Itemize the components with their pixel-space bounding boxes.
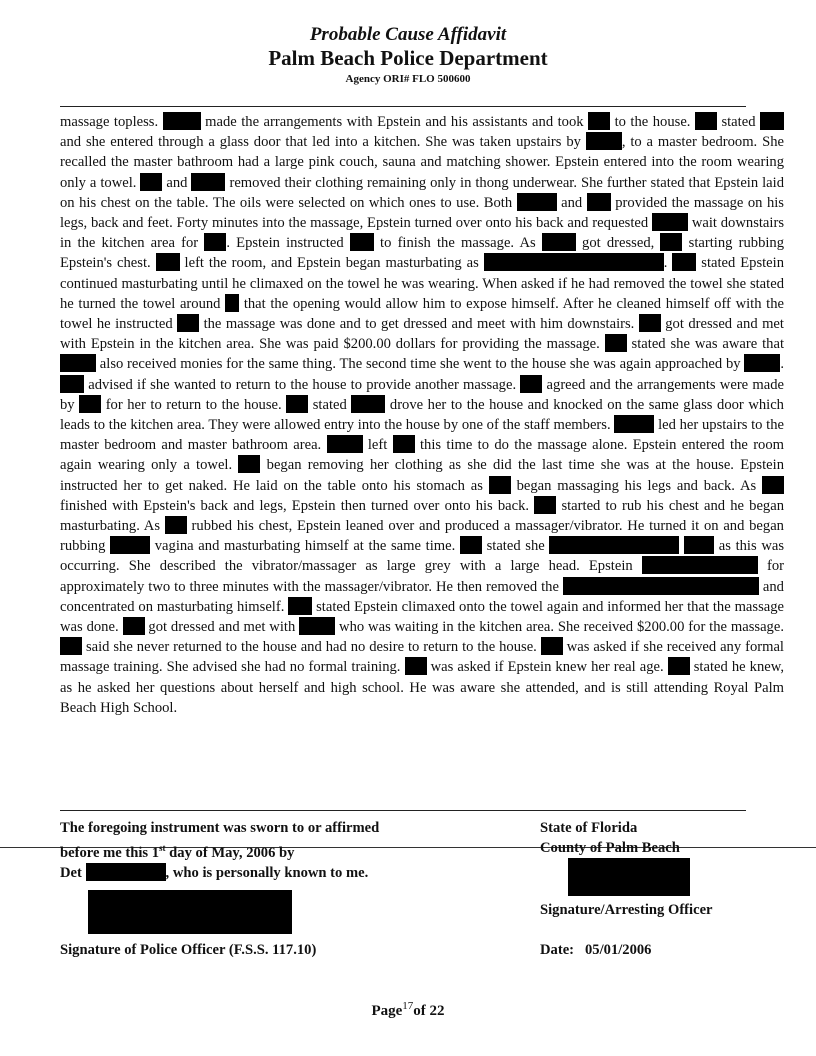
date-line: Date: 05/01/2006: [540, 942, 652, 958]
redaction: [299, 617, 335, 635]
redaction: [587, 193, 611, 211]
redaction: [568, 858, 690, 896]
redaction: [642, 556, 758, 574]
redaction: [489, 476, 511, 494]
department-name: Palm Beach Police Department: [268, 46, 548, 70]
arresting-officer-label: Signature/Arresting Officer: [540, 902, 713, 918]
page-footer: Page$^{17}$of 22: [371, 1000, 445, 1019]
redaction: [586, 132, 622, 150]
redaction: [156, 253, 180, 271]
redaction: [204, 233, 226, 251]
redaction: [60, 375, 84, 393]
redaction: [460, 536, 482, 554]
redaction: [350, 233, 374, 251]
redaction: [165, 516, 187, 534]
detective-line: Det , who is personally known to me.: [60, 864, 369, 881]
redaction: [695, 112, 717, 130]
jurisdiction-block: [540, 818, 770, 858]
redaction: [225, 294, 239, 312]
sworn-line-2: before me this 1st day of May, 2006 by: [60, 843, 295, 861]
redaction: [760, 112, 784, 130]
redaction: [517, 193, 557, 211]
redaction: [668, 657, 690, 675]
header-rule: [60, 106, 746, 107]
redaction: [351, 395, 385, 413]
sworn-statement-block: [60, 818, 480, 883]
redaction: [88, 890, 292, 934]
signature-rule: [60, 810, 746, 811]
redaction: [163, 112, 201, 130]
redaction: [60, 354, 96, 372]
redaction: [652, 213, 688, 231]
police-officer-signature-label: Signature of Police Officer (F.S.S. 117.10): [60, 942, 317, 958]
redaction: [614, 415, 654, 433]
redaction: [660, 233, 682, 251]
redaction: [542, 233, 576, 251]
redaction: [588, 112, 610, 130]
county-label: County of Palm Beach: [540, 840, 680, 856]
redaction: [79, 395, 101, 413]
redaction: [541, 637, 563, 655]
redaction: [605, 334, 627, 352]
redaction: [534, 496, 556, 514]
redaction: [549, 536, 679, 554]
redaction: [744, 354, 780, 372]
redaction: [238, 455, 260, 473]
redaction: [520, 375, 542, 393]
redaction: [177, 314, 199, 332]
redaction: [327, 435, 363, 453]
redaction: [140, 173, 162, 191]
redaction: [110, 536, 150, 554]
redaction: [191, 173, 225, 191]
redaction: [86, 863, 166, 881]
redaction: [563, 577, 759, 595]
redaction: [672, 253, 696, 271]
redaction: [684, 536, 714, 554]
redaction: [393, 435, 415, 453]
redaction: [288, 597, 312, 615]
redaction: [60, 637, 82, 655]
redaction: [123, 617, 145, 635]
sworn-line-1: The foregoing instrument was sworn to or affirmed: [60, 820, 380, 836]
redaction: [762, 476, 784, 494]
redaction: [286, 395, 308, 413]
redaction: [484, 253, 664, 271]
redaction: [639, 314, 661, 332]
document-type: Probable Cause Affidavit: [309, 24, 507, 45]
agency-ori: Agency ORI# FLO 500600: [345, 73, 471, 85]
affidavit-narrative: massage topless. made the arrangements with Epstein and his assistants and took to the house. stated and she entered through a glass door that led into a kitchen. She was taken upstairs by , to a master bedroom. She recalled the master bathroom had a large pink couch, sauna and matching shower. Epstein entered into the room wearing only a towel. and removed their clothing remaining only in thong underwear. She further stated that Epstein laid on his chest on the table. The oils were selected on which ones to use. Both and provided the massage on his legs, back and feet. Forty minutes into the massage, Epstein turned over onto his back and requested wait downstairs in the kitchen area for . Epstein instructed to finish the massage. As got dressed, starting rubbing Epstein's chest. left the room, and Epstein began masturbating as . stated Epstein continued masturbating until he climaxed on the towel he was wearing. When asked if he had removed the towel she stated he turned the towel around that the opening would allow him to expose himself. After he cleaned himself off with the towel he instructed the massage was done and to get dressed and meet with him downstairs. got dressed and met with Epstein in the kitchen area. She was paid $200.00 dollars for providing the massage. stated she was aware that also received monies for the same thing. The second time she went to the house she was again approached by . advised if she wanted to return to the house to provide another massage. agreed and the arrangements were made by for her to return to the house. stated drove her to the house and knocked on the same glass door which leads to the kitchen area. They were allowed entry into the house by one of the staff members. led her upstairs to the master bedroom and master bathroom area. left this time to do the massage alone. Epstein entered the room again wearing only a towel. began removing her clothing as she did the last time she was at the house. Epstein instructed her to get naked. He laid on the table onto his stomach as began massaging his legs and back. As finished with Epstein's back and legs, Epstein then turned over onto his back. started to rub his chest and he began masturbating. As rubbed his chest, Epstein leaned over and produced a massager/vibrator. He turned it on and began rubbing vagina and masturbating himself at the same time. stated she as this was occurring. She described the vibrator/massager as large grey with a large head. Epstein for approximately two to three minutes with the massager/vibrator. He then removed the and concentrated on masturbating himself. stated Epstein climaxed onto the towel again and informed her that the massage was done. got dressed and met with who was waiting in the kitchen area. She received $200.00 for the massage. said she never returned to the house and had no desire to return to the house. was asked if she received any formal massage training. She advised she had no formal training. was asked if Epstein knew her real age. stated he knew, as he asked her questions about herself and high school. He was aware she attended, and is still attending Royal Palm Beach High School.: [60, 114, 785, 716]
document-header: [0, 24, 816, 86]
redaction: [405, 657, 427, 675]
state-label: State of Florida: [540, 820, 638, 836]
